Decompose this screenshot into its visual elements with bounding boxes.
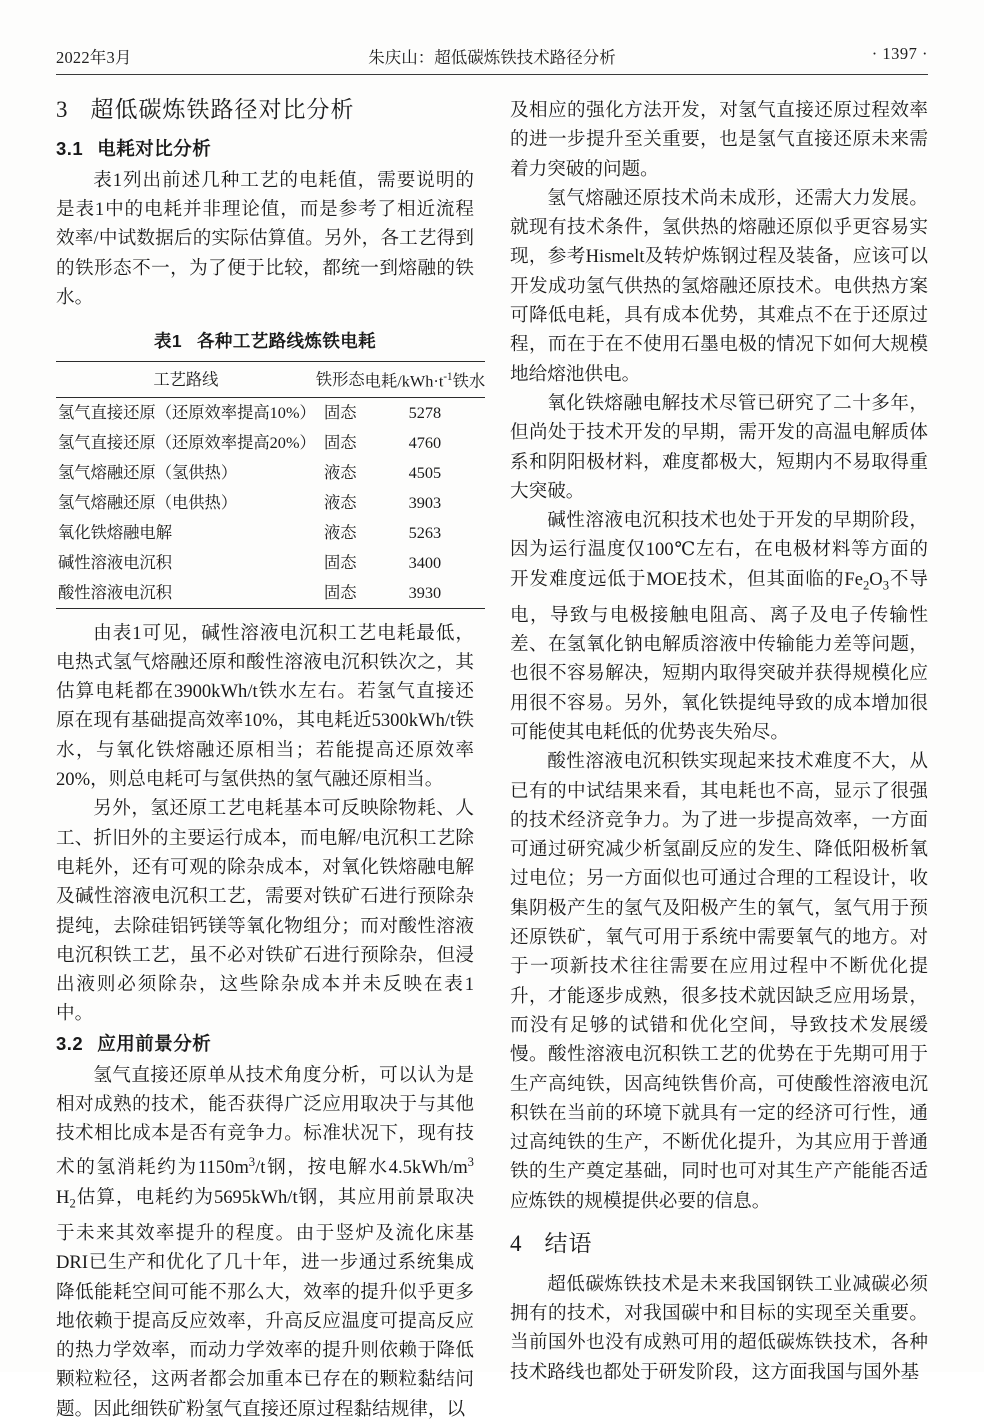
cell-energy: 3400	[408, 552, 442, 572]
section-3-title: 超低碳炼铁路径对比分析	[90, 97, 355, 122]
subsection-3-2-number: 3.2	[56, 1032, 84, 1054]
cell-state: 液态	[323, 462, 357, 482]
cell-state: 固态	[323, 402, 357, 422]
table-1-body	[56, 397, 485, 608]
subscript-fe2: 2	[862, 578, 870, 593]
running-head-title: 朱庆山：超低碳炼铁技术路径分析	[368, 48, 616, 67]
cell-route: 氢气熔融还原（电供热）	[58, 492, 238, 512]
superscript-cubic-1: 3	[248, 1155, 256, 1170]
column-header-state: 铁形态	[316, 362, 365, 397]
superscript-minus-one: -1	[443, 371, 453, 384]
table-row	[56, 397, 485, 428]
table-row	[56, 578, 485, 609]
subsection-3-2-title: 应用前景分析	[97, 1032, 212, 1054]
paragraph-r6: 超低碳炼铁技术是未来我国钢铁工业减碳必须拥有的技术，对我国碳中和目标的实现至关重要。当前国外也没有成熟可用的超低碳炼铁技术，各种技术路线也都处于研发阶段，这方面我国与国外基	[510, 1273, 928, 1383]
cell-energy: 3903	[408, 492, 442, 512]
cell-route: 氢气直接还原（还原效率提高20%）	[58, 432, 316, 452]
subsection-3-1-number: 3.1	[56, 137, 84, 159]
section-4-title: 结语	[544, 1231, 593, 1256]
paragraph-3-1-1: 表1列出前述几种工艺的电耗值，需要说明的是表1中的电耗并非理论值，而是参考了相近流程效率/中试数据后的实际估算值。另外，各工艺得到的铁形态不一，为了便于比较，都统一到熔融的铁水。	[56, 169, 474, 308]
paragraph-3-2-1: 氢气直接还原单从技术角度分析，可以认为是相对成熟的技术，能否获得广泛应用取决于与其他技术相比成本是否有竞争力。标准状况下，现有技术的氢消耗约为$1150m^3/t$钢，按电解水$4.5kWh/m^3$ $H_2$估算，电耗约为5695kWh/t钢，其应用前景取决于未来其效率提升的程度。由于竖炉及流化床基DRI已生产和优化了几十年，进一步通过系统集成降低能耗空间可能不那么大，效率的提升似乎更多地依赖于提高反应效率，升高反应温度可提高反应的热力学效率，而动力学效率的提升则依赖于降低颗粒粒径，这两者都会加重本已存在的颗粒黏结问题。因此细铁矿粉氢气直接还原过程黏结规律，以	[56, 1064, 474, 1420]
cell-state: 固态	[323, 432, 357, 452]
table-1-caption-title: 各种工艺路线炼铁电耗	[197, 331, 377, 352]
table-row	[56, 488, 485, 518]
column-header-route: 工艺路线	[56, 362, 316, 397]
paragraph-3-1-2: 由表1可见，碱性溶液电沉积工艺电耗最低，电热式氢气熔融还原和酸性溶液电沉积铁次之，其估算电耗都在3900kWh/t铁水左右。若氢气直接还原在现有基础提高效率10%，其电耗近5300kWh/t铁水，与氧化铁熔融还原相当；若能提高还原效率20%，则总电耗可与氢供热的氢气融还原相当。	[56, 622, 474, 791]
right-column	[510, 96, 928, 1387]
table-1-head	[56, 362, 485, 397]
subsection-heading-3-2	[56, 1031, 474, 1057]
cell-energy: 5263	[408, 522, 442, 542]
page-number: · 1397 ·	[871, 44, 928, 63]
subsection-heading-3-1	[56, 136, 474, 162]
table-row	[56, 548, 485, 578]
section-heading-4	[510, 1230, 928, 1259]
column-header-energy: 电耗$/kWh\cdot t^{-1}$铁水	[365, 362, 486, 397]
table-header-row	[56, 362, 485, 397]
running-head	[56, 44, 928, 74]
paragraph-3-1-3: 另外，氢还原工艺电耗基本可反映除物耗、人工、折旧外的主要运行成本，而电解/电沉积工艺除电耗外，还有可观的除杂成本，对氧化铁熔融电解及碱性溶液电沉积工艺，需要对铁矿石进行预除杂提纯，去除硅铝钙镁等氧化物组分；而对酸性溶液电沉积铁工艺，虽不必对铁矿石进行预除杂，但浸出液则必须除杂，这些除杂成本并未反映在表1中。	[56, 798, 474, 1025]
paragraph-r2: 氢气熔融还原技术尚未成形，还需大力发展。就现有技术条件，氢供热的熔融还原似乎更容易实现，参考Hismelt及转炉炼钢过程及装备，应该可以开发成功氢气供热的氢熔融还原技术。电供热方案可降低电耗，具有成本优势，其难点不在于还原过程，而在于在不使用石墨电极的情况下如何大规模地给熔池供电。	[510, 187, 928, 385]
left-column	[56, 96, 486, 1424]
cell-state: 液态	[323, 492, 357, 512]
subscript-o3: 3	[882, 578, 890, 593]
cell-route: 氧化铁熔融电解	[58, 522, 172, 542]
section-3-number: 3	[56, 97, 69, 122]
table-1-wrapper	[56, 328, 486, 608]
subscript-h2: 2	[69, 1196, 76, 1211]
section-heading-3	[56, 96, 474, 125]
paragraph-r1: 及相应的强化方法开发，对氢气直接还原过程效率的进一步提升至关重要，也是氢气直接还原未来需着力突破的问题。	[510, 100, 928, 180]
table-1-caption	[56, 328, 474, 353]
table-1-caption-number: 表1	[153, 331, 183, 352]
table-row	[56, 458, 485, 488]
cell-route: 氢气熔融还原（氢供热）	[58, 462, 238, 482]
cell-route: 氢气直接还原（还原效率提高10%）	[58, 402, 316, 422]
table-1	[56, 361, 485, 608]
cell-energy: 4760	[408, 432, 442, 452]
cell-state: 固态	[323, 552, 357, 572]
superscript-cubic-2: 3	[467, 1155, 474, 1170]
table-row	[56, 518, 485, 548]
cell-energy: 4505	[408, 462, 442, 482]
cell-state: 液态	[323, 522, 357, 542]
cell-state: 固态	[316, 578, 365, 609]
running-head-divider	[56, 74, 928, 75]
subsection-3-1-title: 电耗对比分析	[97, 137, 212, 159]
cell-route: 碱性溶液电沉积	[58, 552, 172, 572]
table-row	[56, 428, 485, 458]
cell-energy: 5278	[408, 402, 442, 422]
running-head-date: 2022年3月	[56, 48, 132, 67]
paragraph-r5: 酸性溶液电沉积铁实现起来技术难度不大，从已有的中试结果来看，其电耗也不高，显示了很强的技术经济竞争力。为了进一步提高效率，一方面可通过研究减少析氢副反应的发生、降低阳极析氧过电位；另一方面似也可通过合理的工程设计，收集阴极产生的氢气及阳极产生的氧气，氢气用于预还原铁矿，氧气可用于系统中需要氧气的地方。对于一项新技术往往需要在应用过程中不断优化提升，才能逐步成熟，很多技术就因缺乏应用场景，而没有足够的试错和优化空间，导致技术发展缓慢。酸性溶液电沉积铁工艺的优势在于先期可用于生产高纯铁，因高纯铁售价高，可使酸性溶液电沉积铁在当前的环境下就具有一定的经济可行性，通过高纯铁的生产，不断优化提升，为其应用于普通铁的生产奠定基础，同时也可对其生产产能能否适应炼铁的规模提供必要的信息。	[510, 751, 928, 1212]
section-4-number: 4	[510, 1231, 523, 1256]
cell-energy: 3930	[365, 578, 486, 609]
paragraph-r3: 氧化铁熔融电解技术尽管已研究了二十多年，但尚处于技术开发的早期，需开发的高温电解质体系和阴阳极材料，难度都极大，短期内不易取得重大突破。	[510, 392, 928, 502]
cell-route: 酸性溶液电沉积	[56, 578, 316, 609]
paragraph-r4: 碱性溶液电沉积技术也处于开发的早期阶段，因为运行温度仅100℃左右，在电极材料等方面的开发难度远低于MOE技术，但其面临的$Fe_2O_3$不导电，导致与电极接触电阻高、离子及电子传输性差、在氢氧化钠电解质溶液中传输能力差等问题，也很不容易解决，短期内取得突破并获得规模化应用很不容易。另外，氧化铁提纯导致的成本增加很可能使其电耗低的优势丧失殆尽。	[510, 510, 928, 743]
